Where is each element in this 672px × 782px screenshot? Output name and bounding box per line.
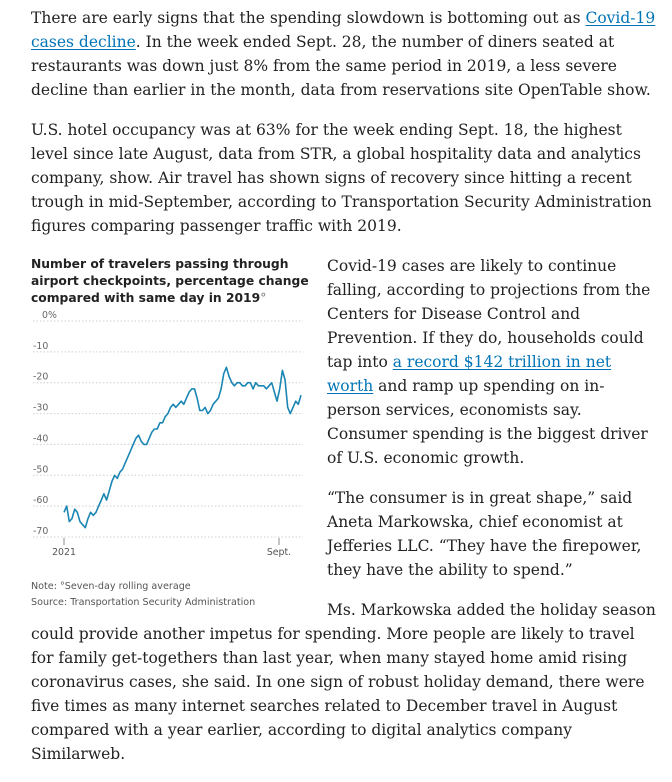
paragraph-3-text-b: and ramp up spending on in-person services, economists say. Consumer spending is the biggest driver of U.S. economic growth. [327, 377, 648, 467]
covid-cases-decline-link[interactable]: Covid-19 cases decline [31, 9, 656, 51]
chart-title-marker: ° [260, 291, 267, 305]
series-line [64, 367, 301, 527]
paragraph-2: U.S. hotel occupancy was at 63% for the week ending Sept. 18, the highest level since late August, data from STR, a global hospitality data and analytics company, show. Air travel has shown signs of recovery since hitting a recent trough in mid-September, according to Transportation Security Administration figures comparing passenger traffic with 2019. [31, 121, 652, 235]
y-tick-label: -20 [33, 371, 49, 383]
travelers-line-chart [31, 311, 313, 571]
paragraph-1-text-b: . In the week ended Sept. 28, the number of diners seated at restaurants was down just 8% from the same period in 2019, a less severe decline than earlier in the month, data from reservations site OpenTable show. [31, 33, 651, 99]
paragraph-1 [31, 6, 657, 102]
paragraph-5: Ms. Markowska added the holiday season could provide another impetus for spending. More people are likely to travel for family get-togethers than last year, when many stayed home amid rising coronavirus cases, she said. In one sign of robust holiday demand, there were five times as many internet searches related to December travel in August compared with a year earlier, according to digital analytics company Similarweb. [31, 601, 656, 763]
paragraph-3-text-a: Covid-19 cases are likely to continue falling, according to projections from the Centers for Disease Control and Prevention. If they do, households could tap into [327, 257, 651, 371]
y-tick-label: 0% [42, 311, 57, 321]
net-worth-link[interactable]: a record $142 trillion in net worth [327, 353, 612, 395]
chart-figure [31, 256, 313, 610]
y-tick-label: -50 [33, 464, 49, 476]
chart-title [31, 256, 313, 307]
paragraph-1-text-a: There are early signs that the spending slowdown is bottoming out as [31, 9, 586, 27]
paragraph-4: “The consumer is in great shape,” said Aneta Markowska, chief economist at Jefferies LLC. “They have the firepower, they have the ability to spend.” [327, 489, 642, 579]
y-tick-label: -40 [33, 433, 49, 445]
x-tick-label: Sept. [266, 547, 292, 558]
y-tick-label: -70 [33, 526, 49, 537]
x-tick-label: 2021 [52, 547, 76, 558]
article-body [31, 6, 657, 782]
y-tick-label: -60 [33, 495, 49, 507]
chart-title-text: Number of travelers passing through airport checkpoints, percentage change compared with same day in 2019 [31, 257, 309, 305]
chart-source: Source: Transportation Security Administration [31, 597, 256, 608]
y-tick-label: -10 [33, 340, 49, 352]
y-tick-label: -30 [33, 402, 49, 414]
chart-note: Note: °Seven-day rolling average [31, 581, 191, 592]
